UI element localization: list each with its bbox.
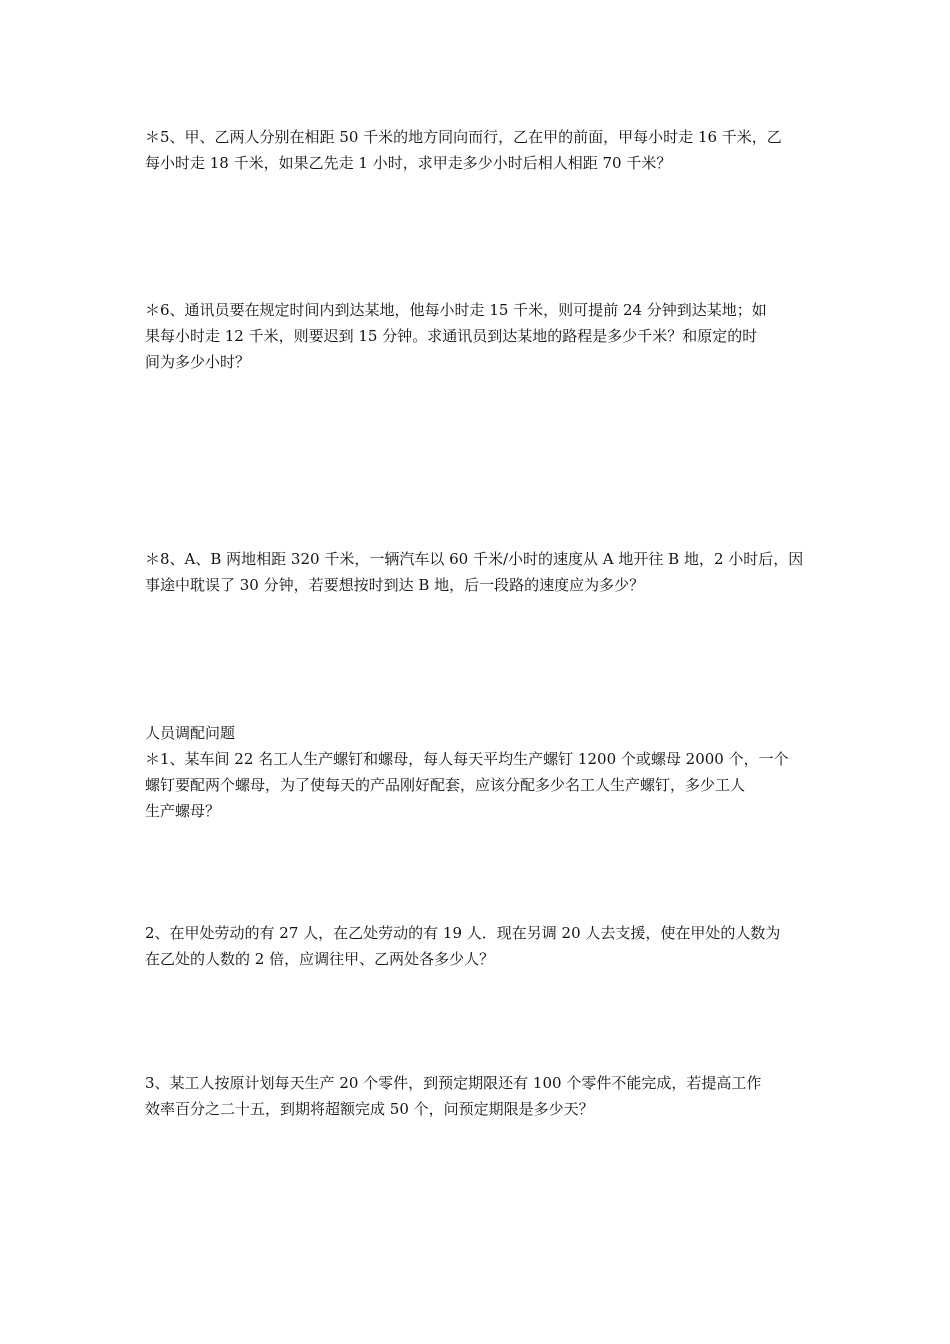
problem-line: 效率百分之二十五，到期将超额完成 50 个，问预定期限是多少天？ xyxy=(145,1100,594,1118)
problem-line: 2、在甲处劳动的有 27 人，在乙处劳动的有 19 人．现在另调 20 人去支援，使在甲处的人数为 xyxy=(145,924,781,942)
section-problem-1 xyxy=(145,746,810,824)
problem-line: 每小时走 18 千米，如果乙先走 1 小时，求甲走多少小时后相人相距 70 千米？ xyxy=(145,154,672,172)
problem-line: 在乙处的人数的 2 倍，应调往甲、乙两处各多少人？ xyxy=(145,950,495,968)
problem-line: 3、某工人按原计划每天生产 20 个零件，到预定期限还有 100 个零件不能完成，若提高工作 xyxy=(145,1074,762,1092)
problem-line: ＊6、通讯员要在规定时间内到达某地，他每小时走 15 千米，则可提前 24 分钟到达某地；如 xyxy=(145,301,767,319)
problem-8 xyxy=(145,546,810,598)
problem-line: 事途中耽误了 30 分钟，若要想按时到达 B 地，后一段路的速度应为多少？ xyxy=(145,576,645,594)
section-heading: 人员调配问题 xyxy=(145,724,236,742)
problem-line: ＊5、甲、乙两人分别在相距 50 千米的地方同向而行，乙在甲的前面，甲每小时走 16 千米，乙 xyxy=(145,128,782,146)
problem-6 xyxy=(145,297,810,375)
problem-line: ＊8、A、B 两地相距 320 千米，一辆汽车以 60 千米/小时的速度从 A 地开往 B 地，2 小时后，因 xyxy=(145,550,804,568)
problem-line: 螺钉要配两个螺母，为了使每天的产品刚好配套，应该分配多少名工人生产螺钉，多少工人 xyxy=(145,776,746,794)
problem-line: 间为多少小时？ xyxy=(145,353,251,371)
problem-5 xyxy=(145,124,810,176)
section-problem-2 xyxy=(145,920,810,972)
section-problem-3 xyxy=(145,1070,810,1122)
problem-line: 果每小时走 12 千米，则要迟到 15 分钟。求通讯员到达某地的路程是多少千米？和原定的时 xyxy=(145,327,758,345)
problem-line: 生产螺母？ xyxy=(145,802,221,820)
problem-line: ＊1、某车间 22 名工人生产螺钉和螺母，每人每天平均生产螺钉 1200 个或螺母 2000 个，一个 xyxy=(145,750,789,768)
